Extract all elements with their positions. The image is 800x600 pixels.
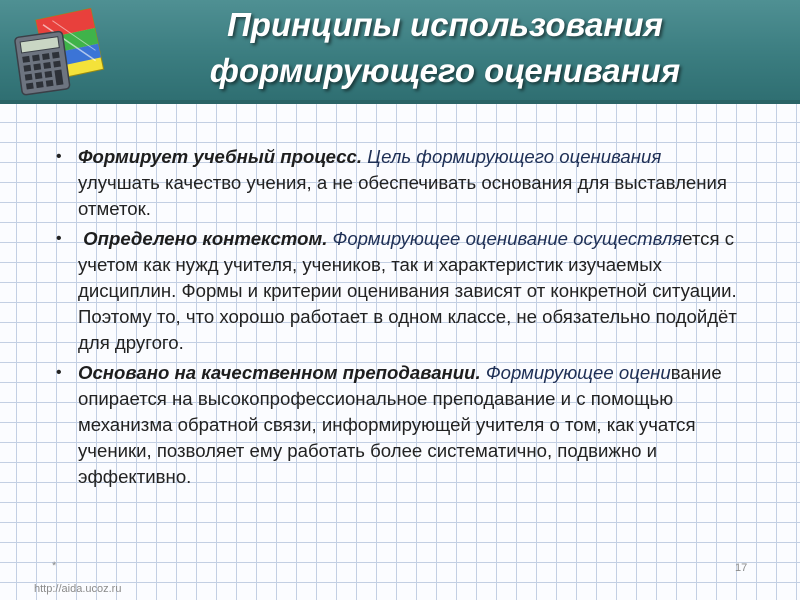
bullet-italic: Цель формирующего оценивания (367, 146, 662, 167)
title-banner-border (0, 100, 800, 104)
bullet-italic: Формирующее оценивание осуществля (332, 227, 683, 249)
bullet-lead: Определено контекстом. (83, 227, 328, 249)
footer-mark: * (52, 560, 57, 572)
slide-title (110, 2, 780, 94)
title-line-2: формирующего оценивания (209, 52, 681, 89)
bullet-item (48, 226, 738, 357)
bullet-italic: Формирующее оцени (485, 361, 671, 383)
page-number: 17 (735, 562, 748, 574)
bullet-marker: • (56, 148, 62, 165)
bullet-marker: • (56, 363, 62, 381)
bullet-text: вание опирается на высокопрофессиональное преподавание и с помощью механизма обратной связи, информирующей учителя о том, как учатся ученики, позволяет ему работать более систематично, подвижно и эффективно. (78, 361, 722, 488)
bullet-marker: • (56, 229, 62, 247)
bullet-list (48, 144, 738, 494)
bullet-lead: Основано на качественном преподавании. (78, 361, 481, 383)
bullet-item (48, 360, 738, 491)
bullet-text: ется с учетом как нужд учителя, учеников, так и характеристик изучаемых дисциплин. Формы и критерии оценивания зависят от конкретной ситуации. Поэтому то, что хорошо работает в одном классе, не обязательно подойдёт для другого. (78, 227, 737, 354)
title-line-1: Принципы использования (227, 6, 663, 43)
calculator-icon (8, 6, 108, 98)
footer-url: http://aida.ucoz.ru (34, 583, 122, 595)
bullet-item (48, 144, 738, 223)
bullet-text: улучшать качество учения, а не обеспечивать основания для выставления отметок. (78, 172, 727, 220)
bullet-lead: Формирует учебный процесс. (78, 146, 363, 167)
